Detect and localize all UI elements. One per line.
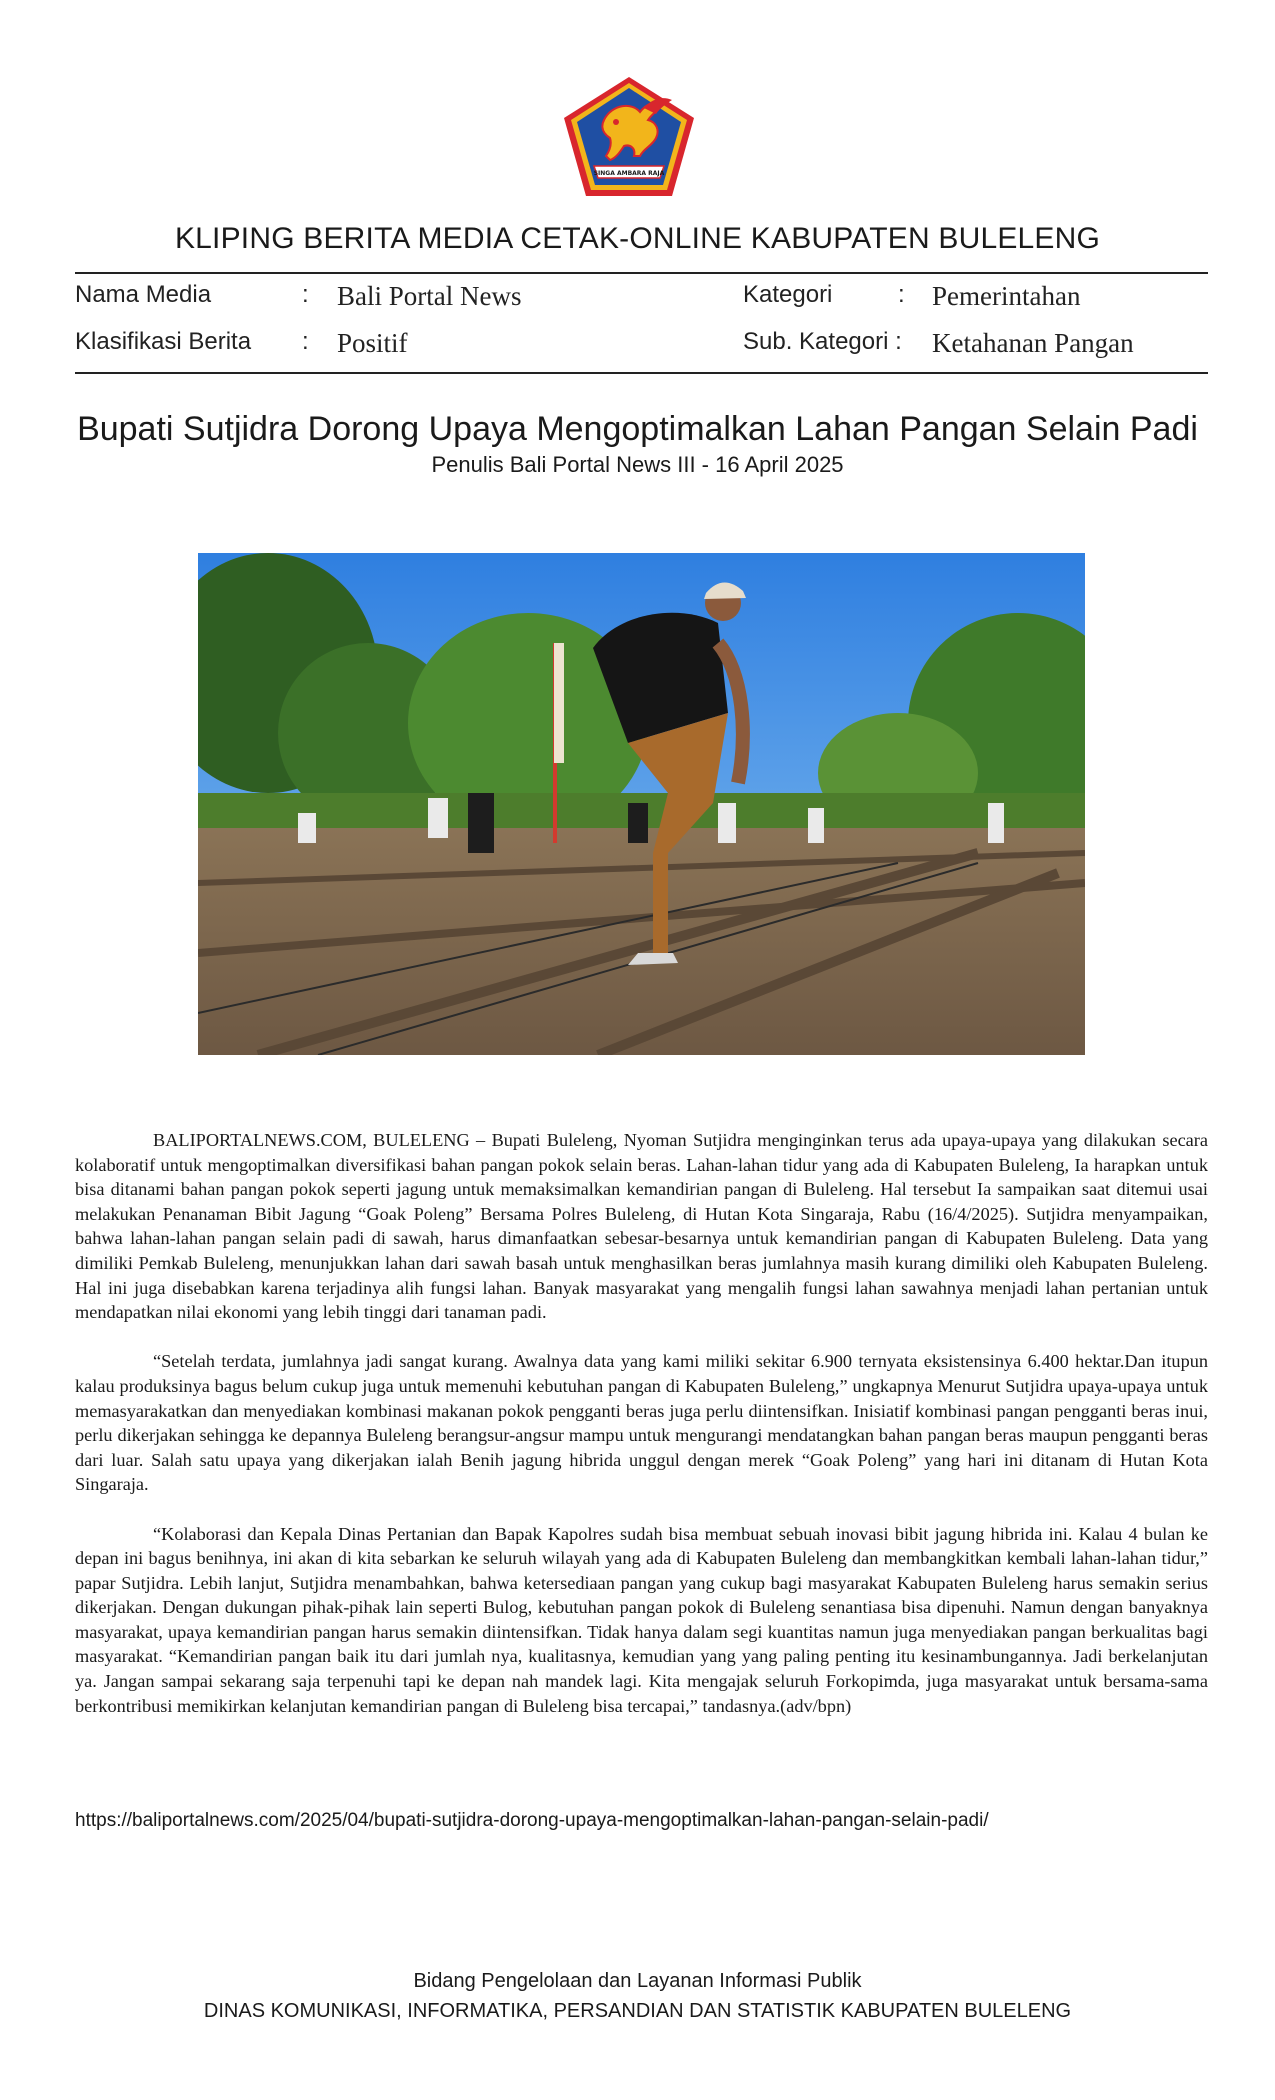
header-bottom-rule: [75, 372, 1208, 374]
kategori-value: Pemerintahan: [932, 281, 1081, 311]
article-paragraph-3: “Kolaborasi dan Kepala Dinas Pertanian dan Bapak Kapolres sudah bisa membuat sebuah inovasi bibit jagung hibrida ini. Kalau 4 bulan ke depan ini bagus benihnya, ini akan di kita sebarkan ke seluruh wilayah yang ada di Kabupaten Buleleng dan membangkitkan kembali lahan-lahan tidur,” papar Sutjidra. Lebih lanjut, Sutjidra menambahkan, bahwa ketersediaan pangan yang cukup bagi masyarakat Kabupaten Buleleng harus semakin serius dikerjakan. Dengan dukungan pihak-pihak lain seperti Bulog, kebutuhan pangan pokok di Buleleng senantiasa bisa dipenuhi. Namun dengan banyaknya masyarakat, upaya kemandirian pangan harus semakin diintensifkan. Tidak hanya dalam segi kuantitas namun juga menyediakan pangan berkualitas bagi masyarakat. “Kemandirian pangan baik itu dari jumlah nya, kualitasnya, kemudian yang yang paling penting itu kesinambungannya. Jadi berkelanjutan ya. Jangan sampai sekarang saja terpenuhi tapi ke depan nah mandek lagi. Kita mengajak seluruh Forkopimda, juga masyarakat untuk bersama-sama berkontribusi memikirkan kelanjutan kemandirian pangan di Buleleng bisa tercapai,” tandasnya.(adv/bpn): [75, 1523, 1208, 1716]
sub-kategori-label: Sub. Kategori :: [743, 328, 902, 355]
article-photo: [198, 553, 1085, 1055]
kategori-colon: :: [898, 281, 905, 308]
klasifikasi-value: Positif: [337, 328, 408, 358]
article-title: Bupati Sutjidra Dorong Upaya Mengoptimalkan Lahan Pangan Selain Padi: [77, 410, 1198, 448]
svg-text:SINGA AMBARA RAJA: SINGA AMBARA RAJA: [593, 170, 665, 177]
source-url: https://baliportalnews.com/2025/04/bupati-sutjidra-dorong-upaya-mengoptimalkan-lahan-pangan-selain-padi/: [75, 1810, 989, 1831]
article-body: [75, 1128, 1208, 1743]
kategori-label: Kategori: [743, 281, 833, 308]
article-byline: Penulis Bali Portal News III - 16 April 2025: [431, 452, 844, 477]
clipping-header-title: KLIPING BERITA MEDIA CETAK-ONLINE KABUPATEN BULELENG: [174, 222, 1101, 255]
article-paragraph-2: “Setelah terdata, jumlahnya jadi sangat kurang. Awalnya data yang kami miliki sekitar 6.900 ternyata eksistensinya 6.400 hektar.Dan itupun kalau produksinya bagus belum cukup juga untuk memenuhi kebutuhan pangan di Kabupaten Buleleng,” ungkapnya Menurut Sutjidra upaya-upaya untuk memasyarakatkan dan menyediakan kombinasi makanan pokok pengganti beras juga perlu diintensifkan. Inisiatif kombinasi pangan pengganti beras inui, perlu dikerjakan sehingga ke depannya Buleleng berangsur-angsur mampu untuk mengurangi mendatangkan bahan pangan beras maupun pengganti beras dari luar. Salah satu upaya yang dikerjakan ialah Benih jagung hibrida unggul dengan merek “Goak Poleng” yang hari ini ditanam di Hutan Kota Singaraja.: [75, 1351, 1208, 1495]
sub-kategori-value: Ketahanan Pangan: [932, 328, 1134, 358]
article-paragraph-1: BALIPORTALNEWS.COM, BULELENG – Bupati Buleleng, Nyoman Sutjidra menginginkan terus ada upaya-upaya yang dilakukan secara kolaboratif untuk mengoptimalkan diversifikasi bahan pangan pokok selain beras. Lahan-lahan tidur yang ada di Kabupaten Buleleng, Ia harapkan untuk bisa ditanami bahan pangan pokok seperti jagung untuk memaksimalkan kemandirian pangan di Buleleng. Hal tersebut Ia sampaikan saat ditemui usai melakukan Penanaman Bibit Jagung “Goak Poleng” Bersama Polres Buleleng, di Hutan Kota Singaraja, Rabu (16/4/2025). Sutjidra menyampaikan, bahwa lahan-lahan pangan selain padi di sawah, harus dimanfaatkan sebesar-besarnya untuk kemandirian pangan di Kabupaten Buleleng. Data yang dimiliki Pemkab Buleleng, menunjukkan lahan dari sawah basah untuk menghasilkan beras jumlahnya masih kurang dimiliki oleh Kabupaten Buleleng. Hal ini juga disebabkan karena terjadinya alih fungsi lahan. Banyak masyarakat yang mengalih fungsi lahan sawahnya menjadi lahan pertanian untuk mendapatkan nilai ekonomi yang lebih tinggi dari tanaman padi.: [75, 1130, 1208, 1323]
klasifikasi-colon: :: [302, 328, 309, 355]
nama-media-label: Nama Media: [75, 281, 212, 308]
footer-division: Bidang Pengelolaan dan Layanan Informasi Publik: [413, 1970, 862, 1992]
klasifikasi-label: Klasifikasi Berita: [75, 328, 252, 355]
buleleng-coat-of-arms-icon: [560, 74, 698, 202]
nama-media-value: Bali Portal News: [337, 281, 522, 311]
nama-media-colon: :: [302, 281, 309, 308]
footer-department: DINAS KOMUNIKASI, INFORMATIKA, PERSANDIAN DAN STATISTIK KABUPATEN BULELENG: [203, 2000, 1072, 2022]
header-top-rule: [75, 272, 1208, 274]
